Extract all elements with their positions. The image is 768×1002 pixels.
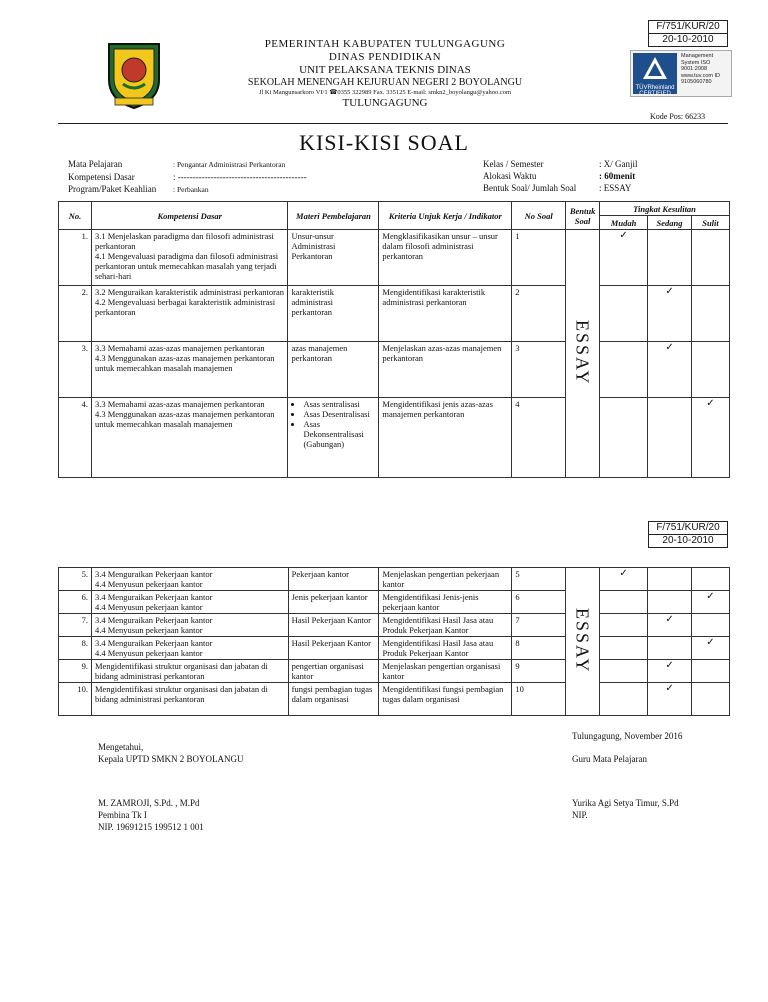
cell-kd: 3.4 Menguraikan Pekerjaan kantor 4.4 Menyusun pekerjaan kantor (91, 591, 288, 614)
cell-kriteria: Mengidentifikasi Hasil Jasa atau Produk Pekerjaan Kantor (379, 614, 512, 637)
check-icon: ✓ (665, 342, 674, 353)
check-icon: ✓ (706, 637, 715, 648)
info-row (68, 171, 468, 183)
info-value: : ESSAY (599, 183, 632, 193)
cell-nosoal: 10 (512, 683, 566, 716)
cell-mudah (600, 230, 648, 286)
table-row (59, 230, 730, 286)
cell-mudah (600, 683, 648, 716)
col-header-kriteria: Kriteria Unjuk Kerja / Indikator (379, 202, 512, 230)
signature-left-name: M. ZAMROJI, S.Pd. , M.Pd (98, 798, 200, 808)
info-value: : Perbankan (173, 185, 209, 194)
table-row (59, 660, 730, 683)
header-city: TULUNGAGUNG (342, 97, 428, 109)
table-row (59, 591, 730, 614)
cell-bentuk-soal (566, 568, 600, 716)
cell-sulit (691, 398, 729, 478)
doc-code-number: F/751/KUR/20 (649, 21, 727, 34)
cell-mudah (600, 568, 648, 591)
cell-sedang (648, 591, 692, 614)
cell-bentuk-soal (566, 230, 600, 478)
info-row (483, 170, 733, 182)
signature-right-name: Yurika Agi Setya Timur, S.Pd (572, 798, 679, 808)
cell-kriteria: Menjelaskan azas-azas manajemen perkantoran (379, 342, 512, 398)
cell-nosoal: 1 (512, 230, 566, 286)
cell-sedang (648, 614, 692, 637)
cell-sulit (691, 683, 729, 716)
cell-no: 5. (59, 568, 92, 591)
info-label: Alokasi Waktu (483, 171, 537, 181)
cell-sedang (648, 398, 692, 478)
cell-sedang (648, 342, 692, 398)
col-header-nosoal: No Soal (512, 202, 566, 230)
info-right (483, 158, 733, 194)
tuv-logo-icon (633, 53, 677, 97)
table-row (59, 286, 730, 342)
cell-materi: karakteristik administrasi perkantoran (288, 286, 379, 342)
cell-no: 6. (59, 591, 92, 614)
info-label: Program/Paket Keahlian (68, 184, 157, 194)
cell-sulit (691, 614, 729, 637)
check-icon: ✓ (665, 614, 674, 625)
table-row (59, 614, 730, 637)
cell-no: 3. (59, 342, 92, 398)
signature-left-title2: Kepala UPTD SMKN 2 BOYOLANGU (98, 754, 244, 764)
cell-kriteria: Mengidentifikasi Hasil Jasa atau Produk Pekerjaan Kantor (379, 637, 512, 660)
cell-nosoal: 7 (512, 614, 566, 637)
cell-sulit (691, 230, 729, 286)
cell-nosoal: 4 (512, 398, 566, 478)
cell-mudah (600, 286, 648, 342)
cell-no: 9. (59, 660, 92, 683)
info-row (68, 158, 468, 171)
doc-code-date: 20-10-2010 (662, 34, 714, 45)
kisi-table-1 (58, 201, 730, 478)
regency-crest-logo (103, 40, 165, 110)
check-icon: ✓ (665, 660, 674, 671)
cell-mudah (600, 398, 648, 478)
header-divider (58, 123, 728, 124)
materi-item: • Asas sentralisasi (303, 399, 375, 409)
cell-kd: 3.3 Memahami azas-azas manajemen perkantoran 4.3 Menggunakan azas-azas manajemen perkantoran untuk memecahkan masalah manajemen (91, 342, 288, 398)
materi-item: • Asas Desentralisasi (303, 409, 375, 419)
essay-label: ESSAY (572, 607, 593, 674)
header-government: PEMERINTAH KABUPATEN TULUNGAGUNG (264, 38, 506, 50)
cell-kriteria: Mengidentifikasi fungsi pembagian tugas dalam organisasi (379, 683, 512, 716)
cell-sedang (648, 683, 692, 716)
info-value: : ------------------------------------------- (173, 172, 307, 182)
cell-sulit (691, 637, 729, 660)
cell-kriteria: Mengklasifikasikan unsur – unsur dalam filosofi administrasi perkantoran (379, 230, 512, 286)
cell-nosoal: 6 (512, 591, 566, 614)
info-label: Mata Pelajaran (68, 159, 123, 169)
cell-sedang (648, 286, 692, 342)
info-row (483, 182, 733, 194)
cell-kriteria: Menjelaskan pengertian organisasi kantor (379, 660, 512, 683)
cell-mudah (600, 637, 648, 660)
col-header-tingkat: Tingkat Kesulitan (600, 202, 730, 216)
cell-materi: Unsur-unsur Administrasi Perkantoran (288, 230, 379, 286)
cell-sulit (691, 342, 729, 398)
info-label: Kompetensi Dasar (68, 172, 135, 182)
cell-no: 7. (59, 614, 92, 637)
check-icon: ✓ (665, 683, 674, 694)
info-row (483, 158, 733, 170)
kisi-table-2 (58, 567, 730, 716)
cell-sedang (648, 637, 692, 660)
cell-kriteria: Menjelaskan pengertian pekerjaan kantor (379, 568, 512, 591)
table-row (59, 398, 730, 478)
cell-materi: Pekerjaan kantor (288, 568, 379, 591)
cell-no: 4. (59, 398, 92, 478)
cell-nosoal: 3 (512, 342, 566, 398)
cell-materi: Jenis pekerjaan kantor (288, 591, 379, 614)
cell-nosoal: 9 (512, 660, 566, 683)
header-school: SEKOLAH MENENGAH KEJURUAN NEGERI 2 BOYOLANGU (247, 77, 523, 88)
cell-kriteria: Mengidentifikasi Jenis-jenis pekerjaan kantor (379, 591, 512, 614)
signature-left-nip: NIP. 19691215 199512 1 001 (98, 822, 204, 832)
table-row (59, 568, 730, 591)
cell-kd: 3.4 Menguraikan Pekerjaan kantor 4.4 Menyusun pekerjaan kantor (91, 637, 288, 660)
table-row (59, 637, 730, 660)
check-icon: ✓ (706, 398, 715, 409)
cell-sedang (648, 230, 692, 286)
doc-code-date: 20-10-2010 (662, 535, 714, 546)
cell-sulit (691, 568, 729, 591)
doc-code-box-mid (648, 521, 728, 548)
check-icon: ✓ (706, 591, 715, 602)
check-icon: ✓ (619, 230, 628, 241)
info-value: : X/ Ganjil (599, 159, 638, 169)
cell-mudah (600, 591, 648, 614)
cell-kd: 3.2 Menguraikan karakteristik administrasi perkantoran 4.2 Mengevaluasi berbagai karakteristik administrasi perkantoran (91, 286, 288, 342)
materi-item: • Asas Dekonsentralisasi (Gabungan) (303, 419, 375, 449)
col-header-no: No. (59, 202, 92, 230)
cell-kriteria: Mengidentifikasi karakteristik administrasi perkantoran (379, 286, 512, 342)
cell-materi: Hasil Pekerjaan Kantor (288, 614, 379, 637)
cell-sulit (691, 286, 729, 342)
table-row (59, 342, 730, 398)
cell-nosoal: 8 (512, 637, 566, 660)
header-upt: UNIT PELAKSANA TEKNIS DINAS (299, 64, 471, 76)
cell-nosoal: 2 (512, 286, 566, 342)
cell-no: 8. (59, 637, 92, 660)
info-value: : 60menit (599, 171, 636, 181)
cell-kd: 3.1 Menjelaskan paradigma dan filosofi administrasi perkantoran 4.1 Mengevaluasi paradigma dan filosofi administrasi perkantoran untuk memecahkan masalah yang terjadi sehari-hari (91, 230, 288, 286)
cell-mudah (600, 342, 648, 398)
cell-nosoal: 5 (512, 568, 566, 591)
cell-sedang (648, 568, 692, 591)
cell-kd: Mengidentifikasi struktur organisasi dan jabatan di bidang administrasi perkantoran (91, 660, 288, 683)
doc-code-box-top (648, 20, 728, 47)
cell-sulit (691, 591, 729, 614)
cell-sulit (691, 660, 729, 683)
info-label: Kelas / Semester (483, 159, 544, 169)
info-row (68, 183, 468, 196)
cell-no: 1. (59, 230, 92, 286)
col-header-sedang: Sedang (648, 216, 692, 230)
cell-materi (288, 398, 379, 478)
col-header-sulit: Sulit (691, 216, 729, 230)
cell-kd: 3.4 Menguraikan Pekerjaan kantor 4.4 Menyusun pekerjaan kantor (91, 614, 288, 637)
signature-left-title1: Mengetahui, (98, 742, 144, 752)
header-dinas: DINAS PENDIDIKAN (328, 51, 442, 63)
col-header-kd: Kompetensi Dasar (91, 202, 288, 230)
cell-materi: pengertian organisasi kantor (288, 660, 379, 683)
cell-kd: Mengidentifikasi struktur organisasi dan jabatan di bidang administrasi perkantoran (91, 683, 288, 716)
info-left (68, 158, 468, 196)
tuv-badge-text: TÜVRheinland CERTIFIED (635, 85, 675, 97)
check-icon: ✓ (619, 568, 628, 579)
info-label: Bentuk Soal/ Jumlah Soal (483, 183, 577, 193)
cell-sedang (648, 660, 692, 683)
tuv-text: Management System ISO 9001:2008 www.tuv.com ID 9105060780 (681, 53, 721, 85)
col-header-materi: Materi Pembelajaran (288, 202, 379, 230)
col-header-bentuk: Bentuk Soal (566, 202, 600, 230)
postal-code: Kode Pos: 66233 (650, 112, 706, 121)
doc-code-number: F/751/KUR/20 (649, 522, 727, 535)
page-title: KISI-KISI SOAL (299, 130, 469, 155)
cell-materi: azas manajemen perkantoran (288, 342, 379, 398)
essay-label: ESSAY (572, 319, 593, 386)
cell-mudah (600, 660, 648, 683)
cell-materi: Hasil Pekerjaan Kantor (288, 637, 379, 660)
signature-right-nip: NIP. (572, 810, 588, 820)
cell-no: 10. (59, 683, 92, 716)
tuv-certification-badge (630, 50, 732, 97)
cell-kriteria: Mengidentifikasi jenis azas-azas manajemen perkantoran (379, 398, 512, 478)
info-value: : Pengantar Administrasi Perkantoran (173, 160, 286, 169)
col-header-mudah: Mudah (600, 216, 648, 230)
cell-kd: 3.3 Memahami azas-azas manajemen perkantoran 4.3 Menggunakan azas-azas manajemen perkantoran untuk memecahkan masalah manajemen (91, 398, 288, 478)
signature-right-title: Guru Mata Pelajaran (572, 754, 647, 764)
signature-place-date: Tulungagung, November 2016 (572, 731, 683, 741)
check-icon: ✓ (665, 286, 674, 297)
cell-kd: 3.4 Menguraikan Pekerjaan kantor 4.4 Menyusun pekerjaan kantor (91, 568, 288, 591)
cell-mudah (600, 614, 648, 637)
signature-left-rank: Pembina Tk I (98, 810, 147, 820)
header-address: Jl Ki Mangunsarkoro VI/1 ☎0355 322989 Fax. 335125 E-mail: smkn2_boyolangu@yahoo.com (258, 89, 512, 96)
cell-no: 2. (59, 286, 92, 342)
cell-materi: fungsi pembagian tugas dalam organisasi (288, 683, 379, 716)
table-row (59, 683, 730, 716)
